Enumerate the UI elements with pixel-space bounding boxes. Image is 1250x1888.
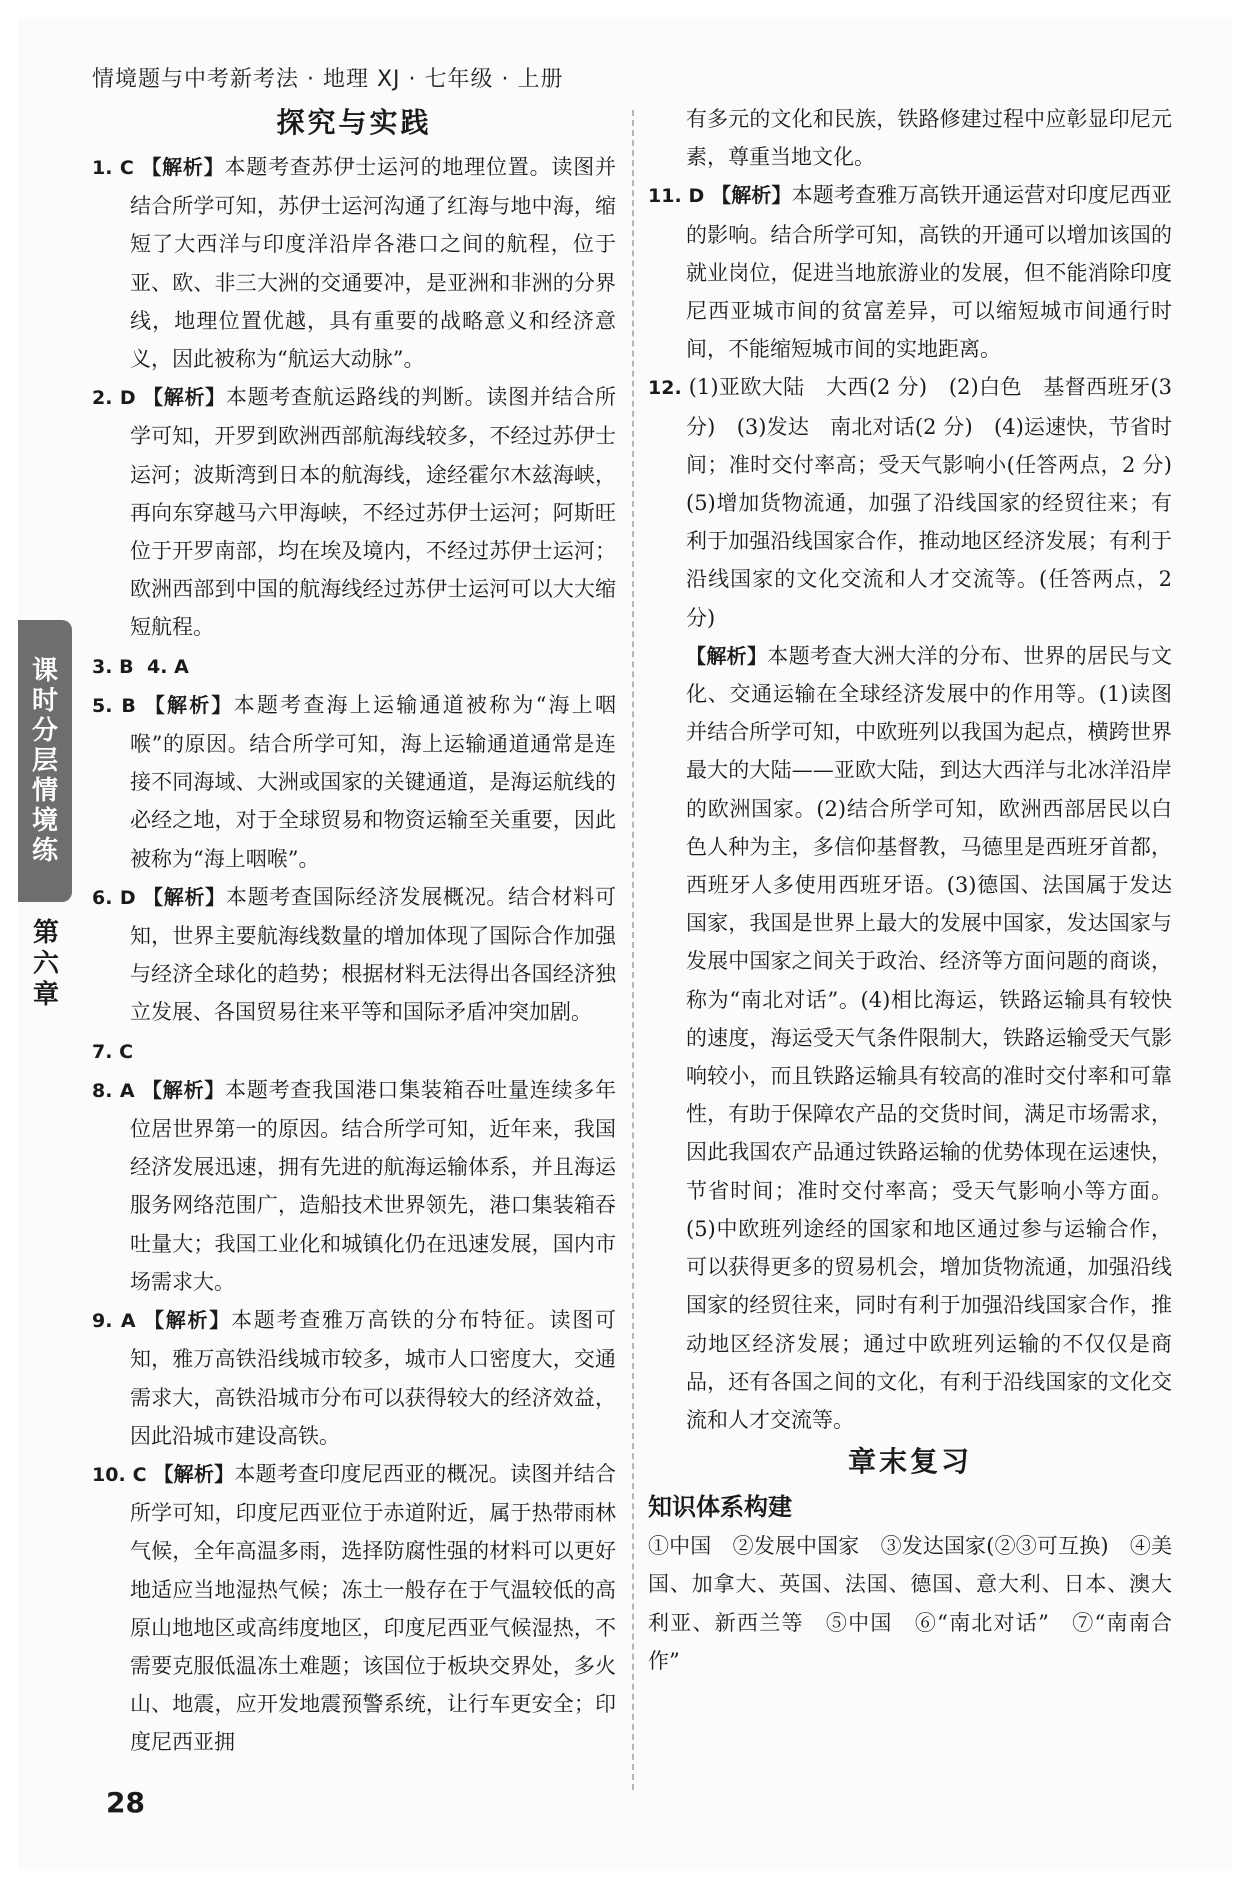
chapter-char: 第 [32,918,59,948]
sidebar-char: 练 [31,836,58,866]
answer-item: 8. A 【解析】本题考查我国港口集装箱吞吐量连续多年位居世界第一的原因。结合所学可知，近年来，我国经济发展迅速，拥有先进的航海运输体系，并且海运服务网络范围广，造船技术世界领先，港口集装箱吞吐量大；我国工业化和城镇化仍在迅速发展，国内市场需求大。 [92,1077,616,1294]
review-text: ①中国 ②发展中国家 ③发达国家(②③可互换) ④美国、加拿大、英国、法国、德国、意大利、日本、澳大利亚、新西兰等 ⑤中国 ⑥“南北对话” ⑦“南南合作” [648,1534,1172,1673]
chapter-char: 六 [32,949,59,979]
answer-item: 6. D 【解析】本题考查国际经济发展概况。结合材料可知，世界主要航海线数量的增加体现了国际合作加强与经济全球化的趋势；根据材料无法得出各国经济独立发展、各国贸易往来平等和国际矛盾冲突加剧。 [92,884,616,1025]
sidebar-char: 课 [31,656,58,686]
answer-item: 11. D 【解析】本题考查雅万高铁开通运营对印度尼西亚的影响。结合所学可知，高铁的开通可以增加该国的就业岗位，促进当地旅游业的发展，但不能消除印度尼西亚城市间的贫富差异，可以缩短城市间通行时间，不能缩短城市间的实地距离。 [648,183,1173,362]
sidebar-char: 分 [31,716,58,746]
page-number: 28 [106,1786,145,1819]
answer-item: 1. C 【解析】本题考查苏伊士运河的地理位置。读图并结合所学可知，苏伊士运河沟通了红海与地中海，缩短了大西洋与印度洋沿岸各港口之间的航程，位于亚、欧、非三大洲的交通要冲，是亚洲和非洲的分界线，地理位置优越，具有重要的战略意义和经济意义，因此被称为“航运大动脉”。 [92,155,616,372]
answer-item: 10. C 【解析】本题考查印度尼西亚的概况。读图并结合所学可知，印度尼西亚位于赤道附近，属于热带雨林气候，全年高温多雨，选择防腐性强的材料可以更好地适应当地湿热气候；冻土一般存在于气温较低的高原山地地区或高纬度地区，印度尼西亚气候湿热，不需要克服低温冻土难题；该国位于板块交界处，多火山、地震，应开发地震预警系统，让行车更安全；印度尼西亚拥 [92,1461,617,1755]
answer-item: 9. A 【解析】本题考查雅万高铁的分布特征。读图可知，雅万高铁沿线城市较多，城市人口密度大，交通需求大，高铁沿城市分布可以获得较大的经济效益，因此沿城市建设高铁。 [92,1308,617,1448]
answer-item: 5. B 【解析】本题考查海上运输通道被称为“海上咽喉”的原因。结合所学可知，海上运输通道通常是连接不同海域、大洲或国家的关键通道，是海运航线的必经之地，对于全球贸易和物资运输至关重要，因此被称为“海上咽喉”。 [92,692,616,871]
sidebar-char: 层 [31,746,58,776]
review-subtitle: 知识体系构建 [648,1493,792,1522]
continued-text: 有多元的文化和民族，铁路修建过程中应彰显印尼元素，尊重当地文化。 [686,107,1172,170]
answer-item: 2. D 【解析】本题考查航运路线的判断。读图并结合所学可知，开罗到欧洲西部航海线较多，不经过苏伊士运河；波斯湾到日本的航海线，途经霍尔木兹海峡，再向东穿越马六甲海峡，不经过苏伊士运河；阿斯旺位于开罗南部，均在埃及境内，不经过苏伊士运河；欧洲西部到中国的航海线经过苏伊士运河可以大大缩短航程。 [92,385,616,640]
analysis-block: 【解析】本题考查大洲大洋的分布、世界的居民与文化、交通运输在全球经济发展中的作用等。(1)读图并结合所学可知，中欧班列以我国为起点，横跨世界最大的大陆——亚欧大陆，到达大西洋与北冰洋沿岸的欧洲国家。(2)结合所学可知，欧洲西部居民以白色人种为主，多信仰基督教，马德里是西班牙首都，西班牙人多使用西班牙语。(3)德国、法国属于发达国家，我国是世界上最大的发展中国家，发达国家与发展中国家之间关于政治、经济等方面问题的商谈，称为“南北对话”。(4)相比海运，铁路运输具有较快的速度，海运受天气条件限制大，铁路运输受天气影响较小，而且铁路运输具有较高的准时交付率和可靠性，有助于保障农产品的交货时间，满足市场需求，因此我国农产品通过铁路运输的优势体现在运速快，节省时间；准时交付率高；受天气影响小等方面。(5)中欧班列途经的国家和地区通过参与运输合作，可以获得更多的贸易机会，增加货物流通，加强沿线国家的经贸往来，同时有利于加强沿线国家合作，推动地区经济发展；通过中欧班列运输的不仅仅是商品，还有各国之间的文化，有利于沿线国家的文化交流和人才交流等。 [686,643,1173,1432]
chapter-char: 章 [32,980,59,1010]
sidebar-char: 情 [31,776,58,806]
right-column [648,100,1193,1680]
sidebar-char: 时 [31,686,58,716]
answer-item: 7. C [92,1040,134,1063]
answer-item: 3. B 4. A [92,655,189,678]
sidebar-tab [18,620,72,902]
column-divider [632,110,634,1790]
chapter-label [22,918,70,1011]
sidebar-char: 境 [31,806,58,836]
review-title: 章末复习 [847,1445,972,1479]
book-header: 情境题与中考新考法 · 地理 XJ · 七年级 · 上册 [92,67,564,92]
section-title: 探究与实践 [276,106,432,139]
left-column [92,100,616,1762]
answer-item: 12. (1)亚欧大陆 大西(2 分) (2)白色 基督西班牙(3 分) (3)发达 南北对话(2 分) (4)运速快，节省时间；准时交付率高；受天气影响小(任答两点，2 分) (5)增加货物流通，加强了沿线国家的经贸往来；有利于加强沿线国家合作，推动地区经济发展；有利于沿线国家的文化交流和人才交流等。(任答两点，2 分) [648,375,1193,630]
